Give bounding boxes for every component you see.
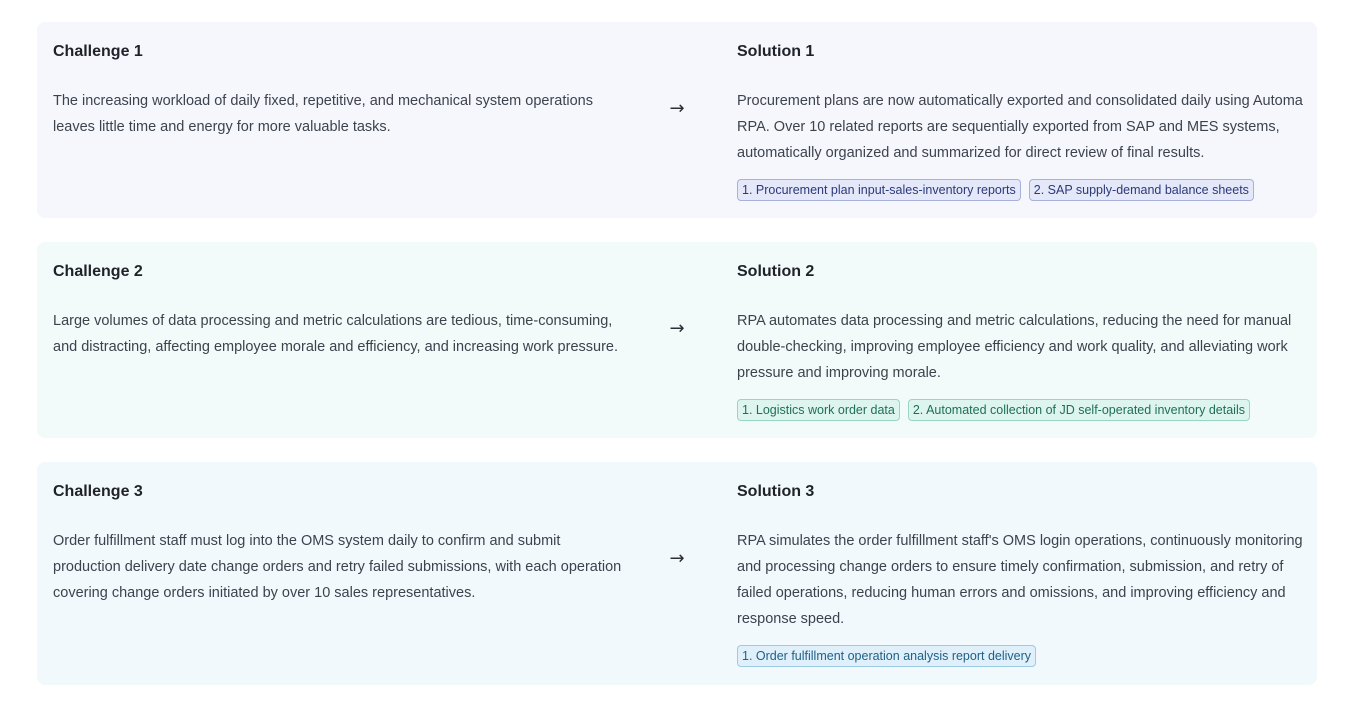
solution-tags bbox=[737, 399, 1307, 421]
tag-procurement-plan-reports: 1. Procurement plan input-sales-inventory reports bbox=[737, 179, 1021, 201]
solution-tags bbox=[737, 645, 1307, 667]
solution-column bbox=[737, 262, 1307, 421]
challenge-title: Challenge 1 bbox=[53, 43, 143, 60]
solution-title: Solution 1 bbox=[737, 43, 815, 60]
solution-tags bbox=[737, 179, 1307, 201]
arrow-right-icon: → bbox=[669, 318, 685, 339]
tag-order-fulfillment-report: 1. Order fulfillment operation analysis report delivery bbox=[737, 645, 1036, 667]
challenge-solution-card-1 bbox=[37, 22, 1317, 218]
solution-column bbox=[737, 482, 1307, 667]
arrow-right-icon: → bbox=[669, 548, 685, 569]
tag-jd-inventory-details: 2. Automated collection of JD self-operated inventory details bbox=[908, 399, 1250, 421]
tag-logistics-work-order: 1. Logistics work order data bbox=[737, 399, 900, 421]
challenge-description: Order fulfillment staff must log into the OMS system daily to confirm and submit production delivery date change orders and retry failed submissions, with each operation covering change orders initiated by over 10 sales representatives. bbox=[53, 533, 622, 601]
challenge-description: Large volumes of data processing and metric calculations are tedious, time-consuming, and distracting, affecting employee morale and efficiency, and increasing work pressure. bbox=[53, 313, 619, 355]
solution-column bbox=[737, 42, 1307, 201]
solution-title: Solution 3 bbox=[737, 483, 815, 500]
solution-description: RPA automates data processing and metric calculations, reducing the need for manual double-checking, improving employee efficiency and work quality, and alleviating work pressure and improving morale. bbox=[737, 313, 1292, 381]
solution-description: Procurement plans are now automatically exported and consolidated daily using Automa RPA. Over 10 related reports are sequentially exported from SAP and MES systems, automatically organized and summarized for direct review of final results. bbox=[737, 93, 1303, 161]
solution-title: Solution 2 bbox=[737, 263, 815, 280]
solution-description: RPA simulates the order fulfillment staff's OMS login operations, continuously monitoring and processing change orders to ensure timely confirmation, submission, and retry of failed operations, reducing human errors and omissions, and improving efficiency and response speed. bbox=[737, 533, 1303, 627]
challenge-column bbox=[53, 262, 628, 360]
challenge-column bbox=[53, 42, 628, 140]
challenge-solution-card-3 bbox=[37, 462, 1317, 685]
challenge-column bbox=[53, 482, 628, 606]
tag-sap-supply-demand: 2. SAP supply-demand balance sheets bbox=[1029, 179, 1254, 201]
challenge-title: Challenge 3 bbox=[53, 483, 143, 500]
arrow-right-icon: → bbox=[669, 98, 685, 119]
challenge-title: Challenge 2 bbox=[53, 263, 143, 280]
challenge-description: The increasing workload of daily fixed, repetitive, and mechanical system operations leaves little time and energy for more valuable tasks. bbox=[53, 93, 593, 135]
challenge-solution-card-2 bbox=[37, 242, 1317, 438]
